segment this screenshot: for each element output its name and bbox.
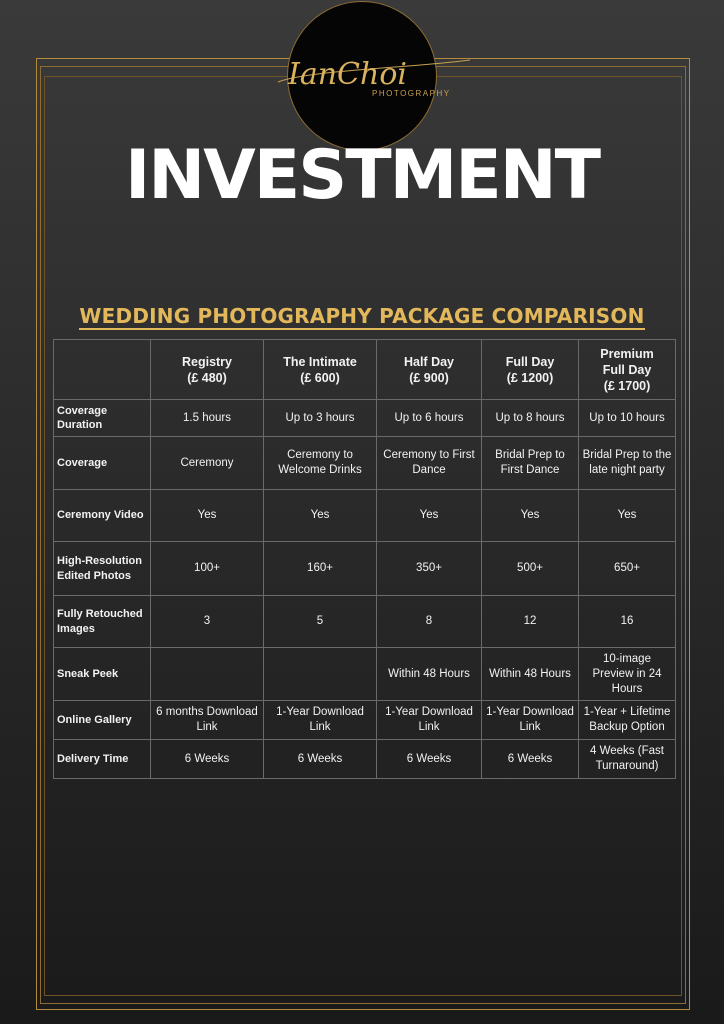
page-title: INVESTMENT	[124, 136, 600, 215]
package-comparison-table	[53, 339, 676, 779]
table-header-row	[54, 340, 676, 400]
column-name: The Intimate	[283, 354, 357, 369]
table-cell	[264, 648, 377, 701]
table-cell: 6 months Download Link	[151, 701, 264, 740]
table-cell: 350+	[377, 542, 482, 596]
table-cell: Up to 3 hours	[264, 400, 377, 437]
table-cell: 3	[151, 596, 264, 648]
section-heading-text: WEDDING PHOTOGRAPHY PACKAGE COMPARISON	[79, 304, 645, 328]
table-cell: 1-Year Download Link	[264, 701, 377, 740]
table-cell: 100+	[151, 542, 264, 596]
logo-sub-text: PHOTOGRAPHY	[372, 89, 451, 98]
table-cell	[151, 648, 264, 701]
table-cell: 12	[482, 596, 579, 648]
table-cell: 8	[377, 596, 482, 648]
row-label: Sneak Peek	[54, 648, 151, 701]
row-label: Fully Retouched Images	[54, 596, 151, 648]
column-header-premium	[579, 340, 676, 400]
table-cell: Within 48 Hours	[377, 648, 482, 701]
column-price: (£ 1700)	[603, 378, 651, 393]
column-name: Premium Full Day	[600, 346, 654, 377]
column-name: Full Day	[505, 354, 555, 369]
row-label: Coverage Duration	[54, 400, 151, 437]
table-cell: 1-Year + Lifetime Backup Option	[579, 701, 676, 740]
table-cell: 6 Weeks	[377, 740, 482, 779]
row-label: High-Resolution Edited Photos	[54, 542, 151, 596]
table-cell: 6 Weeks	[482, 740, 579, 779]
table-row	[54, 740, 676, 779]
table-cell: 16	[579, 596, 676, 648]
column-name: Half Day	[403, 354, 455, 369]
table-cell: 6 Weeks	[264, 740, 377, 779]
column-header-full-day	[482, 340, 579, 400]
column-header-registry	[151, 340, 264, 400]
column-price: (£ 600)	[300, 370, 340, 385]
table-cell: Ceremony to First Dance	[377, 437, 482, 490]
table-cell: Yes	[151, 490, 264, 542]
column-header-half-day	[377, 340, 482, 400]
table-cell: 160+	[264, 542, 377, 596]
table-cell: Yes	[579, 490, 676, 542]
column-name: Registry	[181, 354, 233, 369]
table-row	[54, 701, 676, 740]
column-price: (£ 900)	[409, 370, 449, 385]
table-cell: Yes	[482, 490, 579, 542]
table-cell: 500+	[482, 542, 579, 596]
table-row	[54, 596, 676, 648]
table-cell: 6 Weeks	[151, 740, 264, 779]
table-cell: Bridal Prep to the late night party	[579, 437, 676, 490]
table-cell: Bridal Prep to First Dance	[482, 437, 579, 490]
table-row	[54, 490, 676, 542]
table-row	[54, 437, 676, 490]
column-header-intimate	[264, 340, 377, 400]
table-cell: Up to 10 hours	[579, 400, 676, 437]
logo-script-text: IanChoi	[288, 57, 407, 92]
column-price: (£ 480)	[187, 370, 227, 385]
table-cell: 650+	[579, 542, 676, 596]
row-label: Coverage	[54, 437, 151, 490]
table-cell: Yes	[264, 490, 377, 542]
table-row	[54, 542, 676, 596]
logo	[270, 40, 480, 110]
table-cell: 1-Year Download Link	[482, 701, 579, 740]
table-row	[54, 648, 676, 701]
column-price: (£ 1200)	[506, 370, 554, 385]
table-cell: Yes	[377, 490, 482, 542]
row-label: Online Gallery	[54, 701, 151, 740]
table-cell: 5	[264, 596, 377, 648]
header-empty-cell	[54, 340, 151, 400]
table-cell: 1-Year Download Link	[377, 701, 482, 740]
table-cell: 1.5 hours	[151, 400, 264, 437]
row-label: Ceremony Video	[54, 490, 151, 542]
table-cell: Up to 8 hours	[482, 400, 579, 437]
table-cell: Up to 6 hours	[377, 400, 482, 437]
table-cell: Ceremony to Welcome Drinks	[264, 437, 377, 490]
section-heading	[0, 302, 724, 330]
row-label: Delivery Time	[54, 740, 151, 779]
table-row	[54, 400, 676, 437]
table-cell: 4 Weeks (Fast Turnaround)	[579, 740, 676, 779]
table-cell: 10-image Preview in 24 Hours	[579, 648, 676, 701]
table-cell: Within 48 Hours	[482, 648, 579, 701]
table-cell: Ceremony	[151, 437, 264, 490]
